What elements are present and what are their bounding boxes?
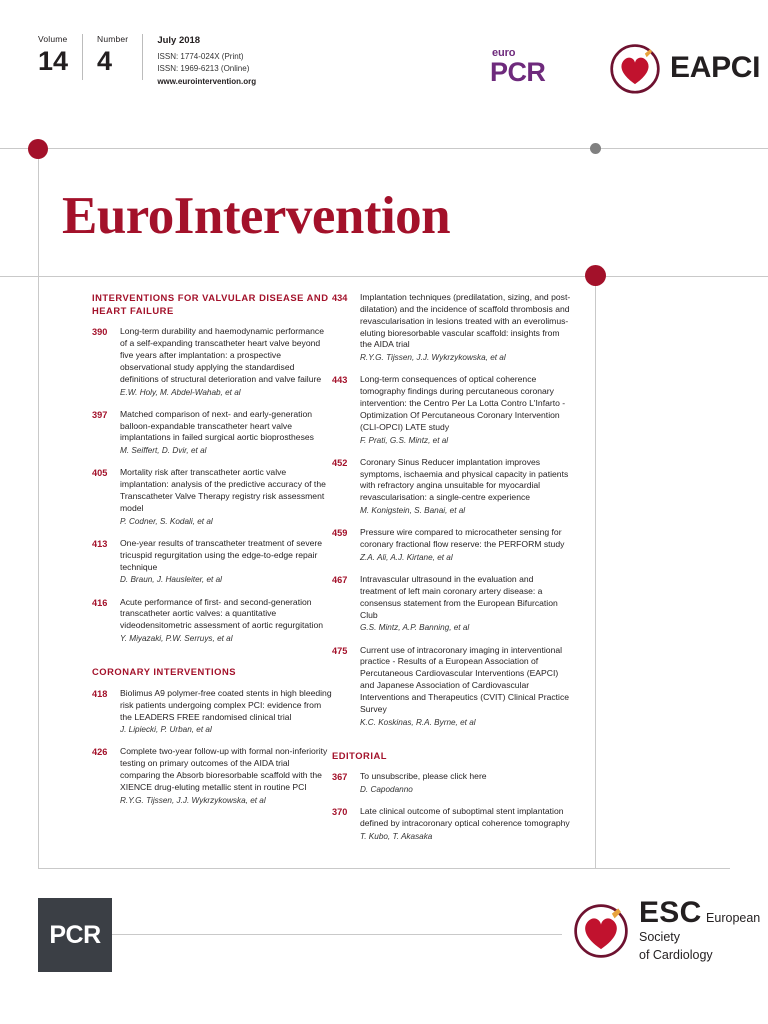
toc-page-number: 405 xyxy=(92,468,108,479)
toc-entry[interactable] xyxy=(92,688,332,736)
toc-page-number: 367 xyxy=(332,772,348,783)
toc-entry-title: Coronary Sinus Reducer implantation improves symptoms, ischaemia and physical capacity in patients with refractory angina unsuitable for myocardial revascularisation: a single-centre experience xyxy=(360,456,569,503)
toc-entry[interactable] xyxy=(92,467,332,527)
toc-entry-authors: R.Y.G. Tijssen, J.J. Wykrzykowska, et al xyxy=(360,353,506,363)
eapci-logo xyxy=(608,42,760,94)
toc-page-number: 475 xyxy=(332,645,348,656)
toc-entry-authors: P. Codner, S. Kodali, et al xyxy=(120,516,213,526)
toc-entry-title: Current use of intracoronary imaging in interventional practice - Results of a European Association of Percutaneous Cardiovascular Interventions (EAPCI) and Japanese Association of Cardiovascular Interventions and Therapeutics (CVIT) Clinical Practice Survey xyxy=(360,644,570,714)
toc-entry-authors: R.Y.G. Tijssen, J.J. Wykrzykowska, et al xyxy=(120,795,266,805)
toc-entry-authors: Z.A. Ali, A.J. Kirtane, et al xyxy=(360,552,453,562)
toc-column-right xyxy=(332,292,572,853)
toc-entry-authors: K.C. Koskinas, R.A. Byrne, et al xyxy=(360,717,476,727)
toc-entry[interactable] xyxy=(332,292,572,363)
toc-entry-authors: D. Braun, J. Hausleiter, et al xyxy=(120,575,222,585)
toc-entry-title: Pressure wire compared to microcatheter sensing for coronary fractional flow reserve: the PERFORM study xyxy=(360,527,565,550)
toc-entry-authors: D. Capodanno xyxy=(360,785,413,795)
pcr-logo-footer: PCR xyxy=(38,898,112,972)
toc-page-number: 467 xyxy=(332,575,348,585)
toc-entry-authors: Y. Miyazaki, P.W. Serruys, et al xyxy=(120,634,233,644)
journal-website[interactable]: www.eurointervention.org xyxy=(157,77,257,87)
toc-section-heading: INTERVENTIONS FOR VALVULAR DISEASE AND HEART FAILURE xyxy=(92,292,329,316)
toc-column-left xyxy=(92,292,332,817)
toc-entry-title: Long-term durability and haemodynamic performance of a self-expanding transcatheter heart valve beyond five years after implantation: a prospective observational study applying the standardised definitions of structural deterioration and valve failure xyxy=(120,326,324,384)
toc-entry-title: Long-term consequences of optical coherence tomography findings during percutaneous coronary intervention: the Centro Per La Lotta Contro L'Infarto - Optimization Of Percutaneous Coronary Intervention (CLI-OPCI) LATE study xyxy=(360,374,566,432)
toc-entry[interactable] xyxy=(92,746,332,806)
number-value: 4 xyxy=(97,46,113,76)
masthead xyxy=(38,34,761,104)
toc-entry[interactable] xyxy=(92,597,332,645)
issue-date: July 2018 xyxy=(157,35,201,46)
toc-entry-authors: J. Lipiecki, P. Urban, et al xyxy=(120,725,212,735)
rule-bottom xyxy=(38,868,730,869)
number-block xyxy=(97,34,142,75)
toc-page-number: 426 xyxy=(92,747,108,758)
page-title: EuroIntervention xyxy=(62,187,451,245)
eapci-wordmark: EAPCI xyxy=(670,51,761,84)
toc-page-number: 416 xyxy=(92,597,108,608)
esc-subtitle-line2: of Cardiology xyxy=(639,948,713,962)
toc-page-number: 459 xyxy=(332,528,348,539)
footer-rule xyxy=(112,934,562,935)
toc-entry[interactable] xyxy=(332,374,572,445)
toc-page-number: 418 xyxy=(92,688,108,699)
toc-entry[interactable] xyxy=(332,645,572,728)
toc-entry-authors: T. Kubo, T. Akasaka xyxy=(360,832,433,842)
europcr-pcr-text: PCR xyxy=(490,57,546,87)
toc-page-number: 370 xyxy=(332,807,348,818)
toc-entry-title: Intravascular ultrasound in the evaluation and treatment of left main coronary artery disease: a consensus statement from the European Bifurcation Club xyxy=(360,574,558,620)
issue-block xyxy=(38,34,256,86)
esc-logo xyxy=(572,898,768,964)
toc-page-number: 443 xyxy=(332,375,348,386)
issn-print: ISSN: 1774-024X (Print) xyxy=(157,52,244,61)
toc-entry-title: Late clinical outcome of suboptimal stent implantation defined by intracoronary optical coherence tomography xyxy=(360,806,570,829)
masthead-divider-1 xyxy=(82,34,83,80)
toc-entry-authors: M. Konigstein, S. Banai, et al xyxy=(360,506,466,516)
toc-entry-title: Biolimus A9 polymer-free coated stents in high bleeding risk patients undergoing complex PCI: evidence from the LEADERS FREE randomised clinical trial xyxy=(120,687,332,722)
toc-section-heading: CORONARY INTERVENTIONS xyxy=(92,666,237,678)
toc-entry-title: Complete two-year follow-up with formal non-inferiority testing on primary outcomes of the AIDA trial comparing the Absorb bioresorbable scaffold with the XIENCE drug-eluting metallic stent in routine PCI xyxy=(120,746,328,793)
toc-page-number: 413 xyxy=(92,538,108,549)
toc-page-number: 397 xyxy=(92,409,108,420)
number-label: Number xyxy=(97,34,129,44)
heart-icon xyxy=(608,42,662,94)
toc-entry[interactable] xyxy=(332,574,572,634)
toc-section-heading: EDITORIAL xyxy=(332,749,388,761)
toc-entry-authors: G.S. Mintz, A.P. Banning, et al xyxy=(360,623,470,633)
rule-vertical-left xyxy=(38,148,39,868)
esc-wordmark: ESC xyxy=(639,896,702,929)
decorative-dot-red-top xyxy=(28,139,48,159)
toc-entry[interactable] xyxy=(92,409,332,457)
toc-entry[interactable] xyxy=(332,806,572,842)
masthead-divider-2 xyxy=(142,34,143,80)
esc-subtitle-line1: European Society xyxy=(639,911,761,944)
volume-block xyxy=(38,34,82,75)
rule-vertical-right xyxy=(595,276,596,868)
rule-middle xyxy=(0,276,768,277)
decorative-dot-red-middle xyxy=(585,265,606,286)
toc-page-number: 434 xyxy=(332,293,348,303)
toc-entry-title: Implantation techniques (predilatation, sizing, and post-dilatation) and the incidence of scaffold thrombosis and revascularisation in lesions treated with an everolimus-eluting bioresorbable vascular scaffold: insights from the AIDA trial xyxy=(360,292,571,350)
issue-meta xyxy=(157,34,256,86)
decorative-dot-gray xyxy=(590,143,601,154)
volume-label: Volume xyxy=(38,34,68,44)
toc-entry[interactable] xyxy=(92,326,332,397)
toc-page-number: 390 xyxy=(92,327,108,338)
toc-entry-authors: E.W. Holy, M. Abdel-Wahab, et al xyxy=(120,387,241,397)
issn-online: ISSN: 1969-6213 (Online) xyxy=(157,63,250,73)
heart-icon xyxy=(572,902,630,960)
toc-entry-title: One-year results of transcatheter treatment of severe tricuspid regurgitation using the edge-to-edge repair technique xyxy=(120,537,323,572)
toc-page-number: 452 xyxy=(332,457,348,468)
europcr-euro-text: euro xyxy=(492,47,516,59)
toc-entry[interactable] xyxy=(332,457,572,517)
toc-entry-title: Mortality risk after transcatheter aortic valve implantation: analysis of the predictive accuracy of the Transcatheter Valve Therapy registry risk assessment model xyxy=(120,467,326,513)
toc-entry[interactable] xyxy=(92,538,332,586)
rule-top xyxy=(0,148,768,149)
europcr-logo xyxy=(490,48,545,86)
toc-entry-title[interactable]: To unsubscribe, please click here xyxy=(360,771,487,782)
toc-entry-title: Acute performance of first- and second-generation transcatheter aortic valves: a quantitative videodensitometric assessment of aortic regurgitation xyxy=(120,596,324,631)
toc-entry-title: Matched comparison of next- and early-generation balloon-expandable transcatheter heart valve implantations in failed surgical aortic bioprostheses xyxy=(120,408,314,443)
volume-value: 14 xyxy=(38,46,69,76)
toc-entry[interactable] xyxy=(332,771,572,795)
toc-entry-authors: F. Prati, G.S. Mintz, et al xyxy=(360,435,449,445)
toc-entry-authors: M. Seiffert, D. Dvir, et al xyxy=(120,446,207,456)
toc-entry[interactable] xyxy=(332,527,572,563)
